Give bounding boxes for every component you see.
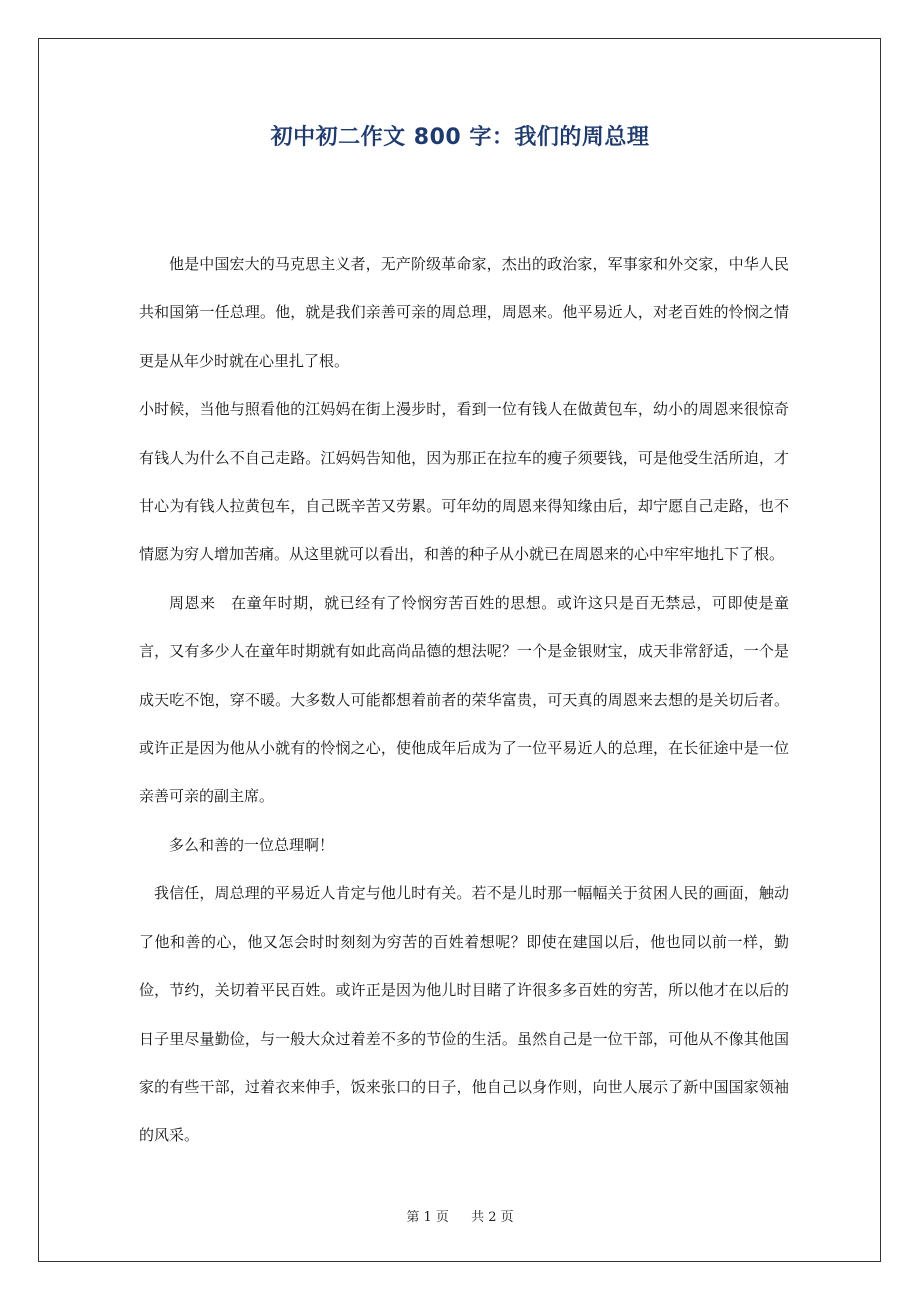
page-number-current: 第 1 页 (406, 1210, 449, 1225)
document-body (139, 240, 789, 1160)
paragraph-4: 多么和善的一位总理啊！ (169, 835, 335, 854)
paragraph-2: 小时候，当他与照看他的江妈妈在街上漫步时，看到一位有钱人在做黄包车，幼小的周恩来很惊奇有钱人为什么不自己走路。江妈妈告知他，因为那正在拉车的瘦子须要钱，可是他受生活所迫，才甘心为有钱人拉黄包车，自己既辛苦又劳累。可年幼的周恩来得知缘由后，却宁愿自己走路，也不情愿为穷人增加苦痛。从这里就可以看出，和善的种子从小就已在周恩来的心中牢牢地扎下了根。 (139, 400, 789, 564)
page-number-total: 共 2 页 (471, 1210, 514, 1225)
page-footer (0, 1206, 920, 1225)
paragraph-3: 周恩来 在童年时期，就已经有了怜悯穷苦百姓的思想。或许这只是百无禁忌，可即使是童言，又有多少人在童年时期就有如此高尚品德的想法呢？一个是金银财宝，成天非常舒适，一个是成天吃不饱，穿不暖。大多数人可能都想着前者的荣华富贵，可天真的周恩来去想的是关切后者。或许正是因为他从小就有的怜悯之心，使他成年后成为了一位平易近人的总理，在长征途中是一位亲善可亲的副主席。 (139, 593, 789, 806)
paragraph-1: 他是中国宏大的马克思主义者，无产阶级革命家，杰出的政治家，军事家和外交家，中华人民共和国第一任总理。他，就是我们亲善可亲的周总理，周恩来。他平易近人，对老百姓的怜悯之情更是从年少时就在心里扎了根。 (139, 255, 789, 370)
document-title: 初中初二作文 800 字：我们的周总理 (270, 125, 650, 150)
paragraph-5: 我信任，周总理的平易近人肯定与他儿时有关。若不是儿时那一幅幅关于贫困人民的画面，触动了他和善的心，他又怎会时时刻刻为穷苦的百姓着想呢？即使在建国以后，他也同以前一样，勤俭，节约，关切着平民百姓。或许正是因为他儿时目睹了许很多多百姓的穷苦，所以他才在以后的日子里尽量勤俭，与一般大众过着差不多的节俭的生活。虽然自己是一位干部，可他从不像其他国家的有些干部，过着衣来伸手，饭来张口的日子，他自己以身作则，向世人展示了新中国国家领袖的风采。 (139, 884, 789, 1145)
